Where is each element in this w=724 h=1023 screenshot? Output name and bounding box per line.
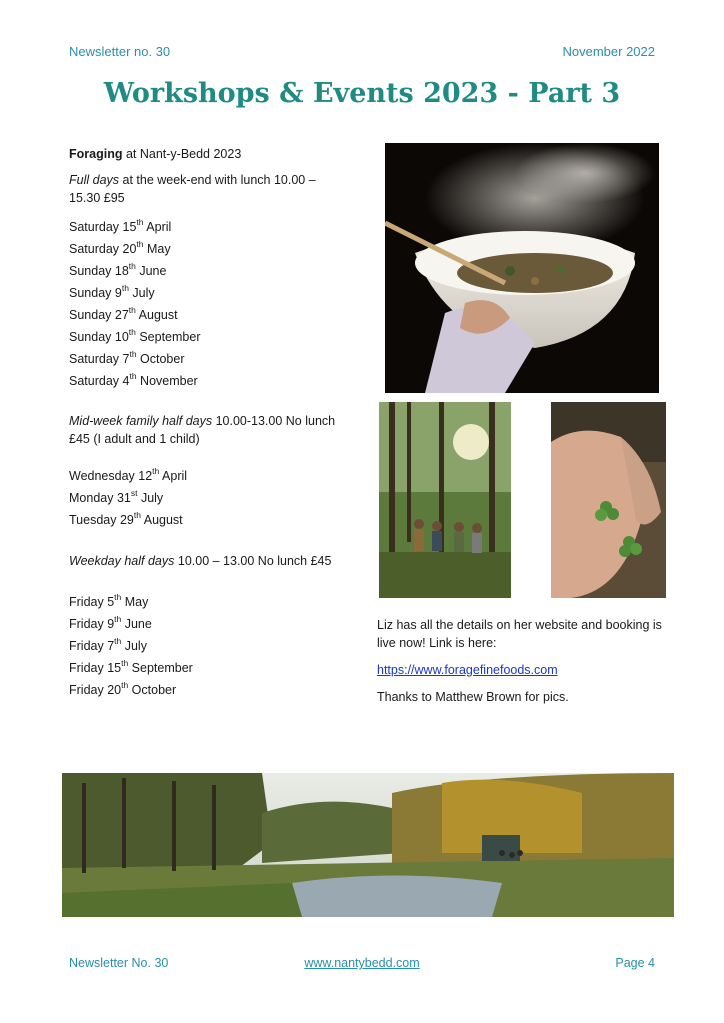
- footer-page-number: Page 4: [615, 956, 655, 970]
- date-item: Sunday 9th July: [69, 282, 155, 300]
- forest-group-image: [379, 402, 511, 598]
- date-item: Friday 7th July: [69, 635, 147, 653]
- right-column: [377, 616, 667, 706]
- date-item: Saturday 15th April: [69, 216, 172, 234]
- bowl-photo: [385, 143, 659, 393]
- photo-credit: Thanks to Matthew Brown for pics.: [377, 690, 569, 704]
- weekday-days-heading: Weekday half days 10.00 – 13.00 No lunch £45: [69, 554, 332, 568]
- date-item: Friday 9th June: [69, 613, 152, 631]
- date-item: Wednesday 12th April: [69, 465, 188, 483]
- date-item: Sunday 27th August: [69, 304, 178, 322]
- steaming-bowl-image: [385, 143, 659, 393]
- landscape-photo: [62, 773, 674, 917]
- forage-website-link[interactable]: https://www.foragefinefoods.com: [377, 663, 558, 677]
- date-item: Monday 31st July: [69, 487, 164, 505]
- newsletter-date: November 2022: [562, 44, 655, 59]
- weekday-days-dates: [69, 593, 344, 703]
- footer-newsletter: Newsletter No. 30: [69, 956, 169, 970]
- date-item: Sunday 10th September: [69, 326, 201, 344]
- date-item: Saturday 20th May: [69, 238, 171, 256]
- date-item: Saturday 7th October: [69, 348, 185, 366]
- newsletter-number: Newsletter no. 30: [69, 44, 171, 59]
- autumn-landscape-image: [62, 773, 674, 917]
- details-text: Liz has all the details on her website and booking is live now! Link is here:: [377, 618, 662, 650]
- forest-group-photo: [379, 402, 511, 598]
- intro-line: Foraging at Nant-y-Bedd 2023: [69, 147, 242, 161]
- family-days-dates: [69, 467, 344, 533]
- date-item: Friday 20th October: [69, 679, 177, 697]
- date-item: Friday 5th May: [69, 591, 149, 609]
- date-item: Sunday 18th June: [69, 260, 167, 278]
- date-item: Saturday 4th November: [69, 370, 198, 388]
- left-column: [69, 145, 344, 703]
- hand-leaves-image: [551, 402, 666, 598]
- full-days-dates: [69, 218, 344, 394]
- footer-website-link[interactable]: www.nantybedd.com: [304, 956, 420, 970]
- date-item: Tuesday 29th August: [69, 509, 183, 527]
- full-days-heading: Full days at the week-end with lunch 10.00 – 15.30 £95: [69, 173, 316, 205]
- page-title: Workshops & Events 2023 - Part 3: [103, 78, 621, 109]
- family-days-heading: Mid-week family half days 10.00-13.00 No lunch £45 (I adult and 1 child): [69, 414, 336, 446]
- hand-leaves-photo: [551, 402, 666, 598]
- date-item: Friday 15th September: [69, 657, 193, 675]
